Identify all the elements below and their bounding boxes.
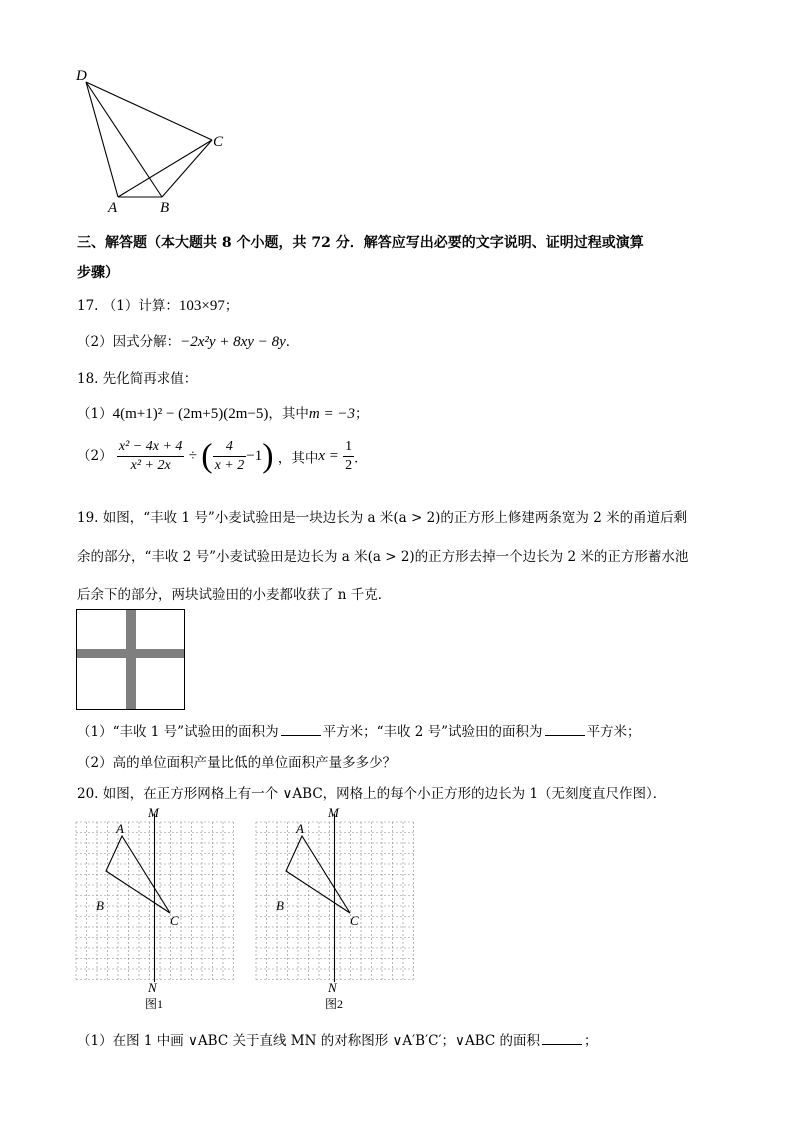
value: m = −3 bbox=[308, 406, 355, 422]
answer-blank-1[interactable] bbox=[281, 723, 321, 736]
field-figure bbox=[76, 609, 186, 711]
expression: −2x²y + 8xy − 8y bbox=[180, 334, 286, 350]
condition-label: ，其中 bbox=[268, 406, 309, 422]
part-label: （2） bbox=[77, 448, 113, 464]
text: 平方米； bbox=[586, 724, 641, 740]
label-a: A bbox=[108, 200, 118, 216]
label-a: A bbox=[116, 821, 124, 836]
label-c: C bbox=[170, 913, 179, 928]
question-20-line1: 20. 如图，在正方形网格上有一个 ∨ABC，网格上的每个小正方形的边长为 1（无刻度直尺作图）． bbox=[77, 786, 667, 802]
question-18-part1 bbox=[77, 402, 368, 423]
punctuation: ． bbox=[354, 450, 368, 467]
question-number: 17. bbox=[77, 298, 99, 314]
label-b: B bbox=[276, 898, 284, 913]
label-n: N bbox=[328, 980, 337, 995]
label-d: D bbox=[76, 68, 87, 84]
label-n: N bbox=[148, 980, 157, 995]
text: （1）在图 1 中画 ∨ABC 关于直线 MN 的对称图形 ∨A′B′C′；∨ABC 的面积 bbox=[77, 1033, 540, 1049]
question-18-part2 bbox=[77, 439, 368, 474]
divide-sign: ÷ bbox=[188, 448, 197, 464]
question-18-stem: 18. 先化简再求值： bbox=[77, 371, 198, 387]
variable: x = bbox=[318, 448, 339, 464]
text: （1）“丰收 1 号”试验田的面积为 bbox=[77, 724, 279, 740]
question-17-part1 bbox=[77, 294, 238, 315]
denominator: x² + 2x bbox=[130, 458, 171, 473]
paren-open: ( bbox=[201, 437, 213, 475]
text: 平方米；“丰收 2 号”试验田的面积为 bbox=[322, 724, 543, 740]
caption-fig2: 图2 bbox=[325, 997, 344, 1011]
grid-figure-1 bbox=[70, 804, 240, 1014]
text: ； bbox=[583, 1033, 598, 1049]
label-b: B bbox=[96, 898, 104, 913]
part-label: （1） bbox=[77, 406, 113, 422]
segment-da bbox=[86, 82, 118, 197]
fraction-2 bbox=[213, 439, 247, 474]
vertical-path bbox=[126, 610, 136, 709]
label-m: M bbox=[148, 805, 159, 820]
denominator: x + 2 bbox=[214, 458, 245, 473]
question-19-part1 bbox=[77, 720, 641, 740]
label-a: A bbox=[296, 821, 304, 836]
grid-figure-2 bbox=[250, 804, 420, 1014]
label-c: C bbox=[350, 913, 359, 928]
question-17-part2 bbox=[77, 330, 299, 351]
section-heading-line2: 步骤） bbox=[77, 265, 119, 281]
question-19-line3: 后余下的部分，两块试验田的小麦都收获了 n 千克． bbox=[77, 587, 392, 603]
segment-ac bbox=[118, 140, 212, 197]
question-19-part2: （2）高的单位面积产量比低的单位面积产量多多少？ bbox=[77, 755, 397, 771]
punctuation: ； bbox=[354, 406, 369, 422]
expression: 103×97 bbox=[178, 298, 225, 314]
numerator: x² − 4x + 4 bbox=[117, 439, 185, 457]
denominator: 2 bbox=[345, 458, 353, 473]
caption-fig1: 图1 bbox=[145, 997, 164, 1011]
segment-bc bbox=[162, 140, 212, 197]
quadrilateral-figure bbox=[70, 62, 240, 217]
fraction-1 bbox=[117, 439, 185, 474]
horizontal-path bbox=[77, 649, 184, 658]
part-label: （2）因式分解： bbox=[77, 334, 181, 350]
expression: 4(m+1)² − (2m+5)(2m−5) bbox=[112, 406, 269, 422]
fraction-3 bbox=[343, 439, 354, 474]
condition-label: ，其中 bbox=[277, 450, 319, 467]
answer-blank[interactable] bbox=[542, 1032, 582, 1045]
answer-blank-2[interactable] bbox=[545, 723, 585, 736]
punctuation: ． bbox=[285, 334, 300, 350]
numerator: 4 bbox=[213, 439, 247, 457]
label-b: B bbox=[160, 200, 170, 216]
minus-one: −1 bbox=[246, 448, 263, 464]
question-19-line2: 余的部分，“丰收 2 号”小麦试验田是边长为 a 米(a > 2)的正方形去掉一个边长为 2 米的正方形蓄水池 bbox=[77, 549, 689, 565]
label-m: M bbox=[328, 805, 339, 820]
numerator: 1 bbox=[343, 439, 354, 457]
label-c: C bbox=[213, 134, 224, 150]
question-20-part1 bbox=[77, 1029, 597, 1049]
part-label: （1）计算： bbox=[102, 298, 179, 314]
paren-close: ) bbox=[262, 437, 274, 475]
question-19-line1: 19. 如图，“丰收 1 号”小麦试验田是一块边长为 a 米(a > 2)的正方形上修建两条宽为 2 米的甬道后剩 bbox=[77, 510, 688, 526]
section-heading-line1: 三、解答题（本大题共 8 个小题，共 72 分．解答应写出必要的文字说明、证明过程或演算 bbox=[77, 235, 644, 251]
punctuation: ； bbox=[224, 298, 239, 314]
